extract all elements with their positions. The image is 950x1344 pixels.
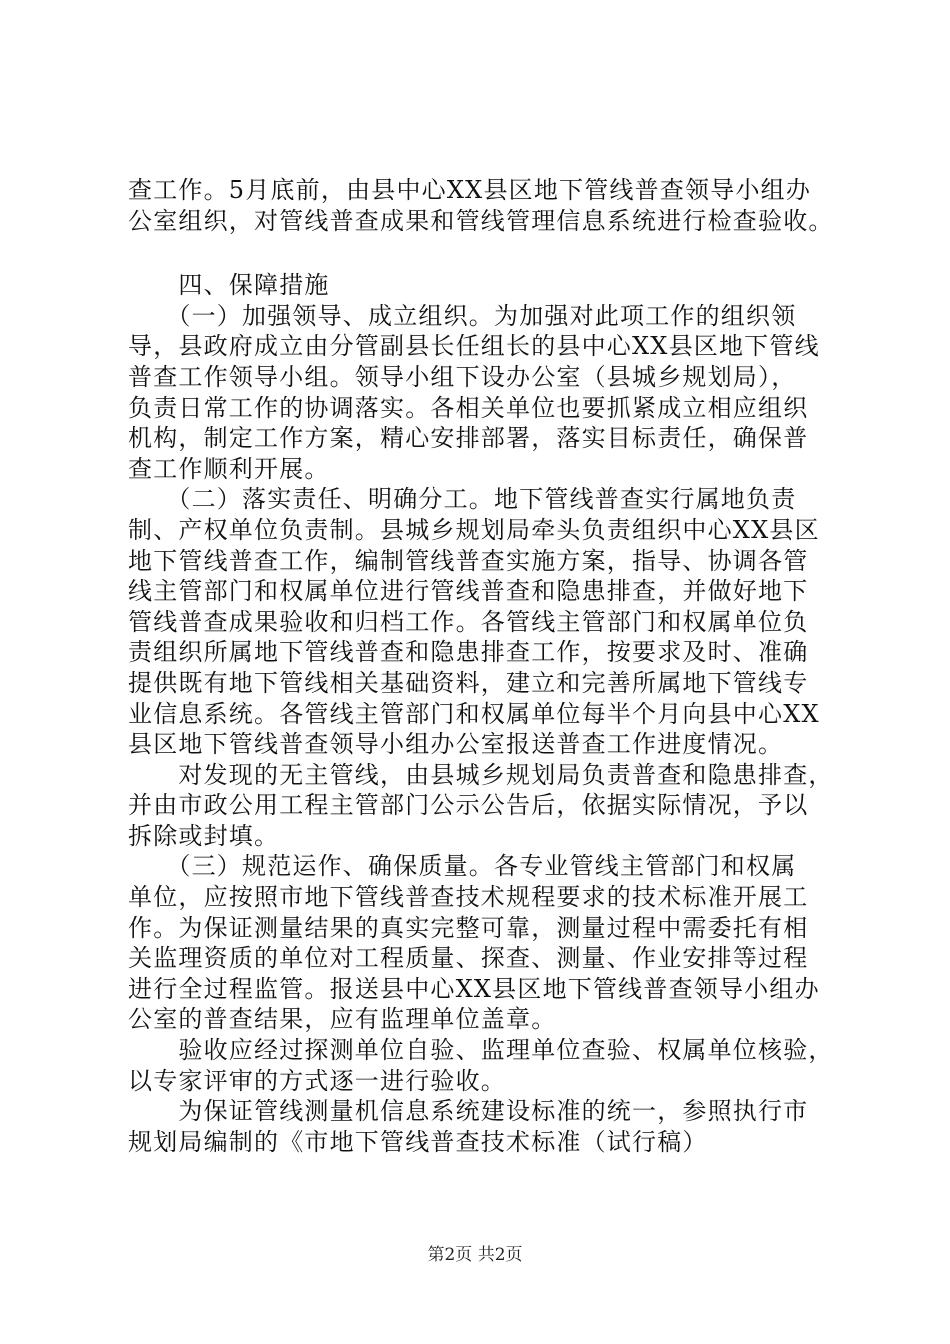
text-line: 关监理资质的单位对工程质量、探查、测量、作业安排等过程	[128, 944, 809, 973]
text-line: 提供既有地下管线相关基础资料，建立和完善所属地下管线专	[128, 668, 809, 697]
text-line: 以专家评审的方式逐一进行验收。	[128, 1066, 506, 1095]
text-line: 拆除或封填。	[128, 821, 280, 850]
text-line: 导，县政府成立由分管副县长任组长的县中心XX县区地下管线	[128, 332, 820, 361]
text-line: 机构，制定工作方案，精心安排部署，落实目标责任，确保普	[128, 424, 809, 453]
text-line: （三）规范运作、确保质量。各专业管线主管部门和权属	[128, 852, 797, 881]
text-line: 地下管线普查工作，编制管线普查实施方案，指导、协调各管	[128, 546, 809, 575]
text-line: 县区地下管线普查领导小组办公室报送普查工作进度情况。	[128, 730, 784, 759]
text-line: 负责日常工作的协调落实。各相关单位也要抓紧成立相应组织	[128, 393, 809, 422]
text-line: （一）加强领导、成立组织。为加强对此项工作的组织领	[128, 301, 797, 330]
text-line: 查工作顺利开展。	[128, 454, 330, 483]
text-line: 对发现的无主管线，由县城乡规划局负责普查和隐患排查，	[128, 760, 834, 789]
text-line: 验收应经过探测单位自验、监理单位查验、权属单位核验，	[128, 1036, 834, 1065]
text-line: 普查工作领导小组。领导小组下设办公室（县城乡规划局），	[128, 362, 797, 391]
text-line: 并由市政公用工程主管部门公示公告后，依据实际情况，予以	[128, 791, 809, 820]
text-line: 业信息系统。各管线主管部门和权属单位每半个月向县中心XX	[128, 699, 820, 728]
text-line: 作。为保证测量结果的真实完整可靠，测量过程中需委托有相	[128, 913, 809, 942]
text-line: 查工作。5月底前，由县中心XX县区地下管线普查领导小组办	[128, 176, 812, 204]
paragraph-gap	[128, 236, 848, 270]
text-line: （二）落实责任、明确分工。地下管线普查实行属地负责	[128, 485, 797, 514]
text-line: 责组织所属地下管线普查和隐患排查工作，按要求及时、准确	[128, 638, 809, 667]
text-line: 制、产权单位负责制。县城乡规划局牵头负责组织中心XX县区	[128, 515, 820, 544]
text-line: 公室组织，对管线普查成果和管线管理信息系统进行检查验收。	[128, 206, 834, 235]
document-body	[128, 175, 848, 1157]
text-line: 单位，应按照市地下管线普查技术规程要求的技术标准开展工	[128, 883, 809, 912]
text-line: 规划局编制的《市地下管线普查技术标准（试行稿）	[128, 1127, 708, 1156]
section-heading: 四、保障措施	[128, 271, 330, 300]
text-line: 为保证管线测量机信息系统建设标准的统一，参照执行市	[128, 1097, 809, 1126]
text-line: 进行全过程监管。报送县中心XX县区地下管线普查领导小组办	[128, 974, 820, 1003]
text-line: 线主管部门和权属单位进行管线普查和隐患排查，并做好地下	[128, 577, 809, 606]
page-number-footer: 第2页 共2页	[427, 1245, 523, 1265]
text-line: 管线普查成果验收和归档工作。各管线主管部门和权属单位负	[128, 607, 809, 636]
text-line: 公室的普查结果，应有监理单位盖章。	[128, 1005, 557, 1034]
